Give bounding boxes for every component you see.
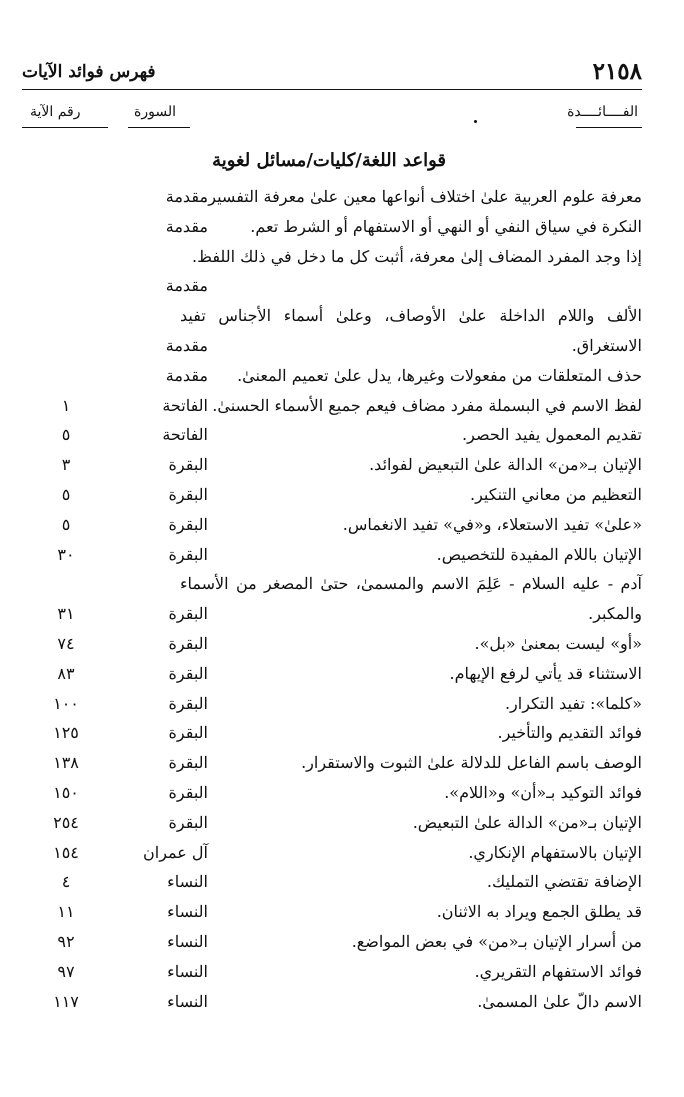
surah-name: مقدمة	[165, 276, 208, 296]
benefit-text: لفظ الاسم في البسملة مفرد مضاف فيعم جميع الأسماء الحسنىٰ.	[212, 395, 642, 415]
surah-name: مقدمة	[165, 187, 208, 206]
surah-name: البقرة	[168, 723, 208, 743]
column-header-benefit-underline	[576, 127, 642, 128]
column-header-benefit: الفــــائــــدة	[567, 104, 638, 120]
aya-number: ٥	[61, 514, 71, 534]
aya-number: ٢٥٤	[53, 812, 79, 832]
surah-name: آل عمران	[143, 842, 208, 862]
benefit-text: «كلما»: تفيد التكرار.	[504, 693, 642, 713]
surah-name: البقرة	[168, 693, 208, 713]
aya-number: ٩٧	[57, 961, 75, 981]
surah-name: البقرة	[168, 812, 208, 832]
benefit-text: فوائد التقديم والتأخير.	[497, 723, 642, 743]
benefit-text: الإضافة تقتضي التمليك.	[486, 872, 642, 892]
index-row	[22, 897, 642, 927]
surah-name: البقرة	[168, 604, 208, 624]
column-header-surah-underline	[128, 127, 190, 128]
surah-name: البقرة	[168, 633, 208, 653]
index-row	[22, 838, 642, 868]
index-row	[22, 987, 642, 1017]
page-header	[22, 58, 642, 88]
aya-number: ١٥٤	[53, 842, 79, 862]
index-row	[22, 718, 642, 748]
benefit-text: «أو» ليست بمعنىٰ «بل».	[474, 633, 642, 653]
index-row	[22, 301, 642, 361]
column-header-aya: رقم الآية	[30, 104, 81, 120]
benefit-text: الاسم دالّ علىٰ المسمىٰ.	[477, 991, 642, 1011]
index-row	[22, 361, 642, 391]
index-row	[22, 242, 642, 302]
surah-name: النساء	[167, 961, 208, 981]
surah-name: الفاتحة	[162, 425, 208, 445]
column-header-aya-underline	[22, 127, 108, 128]
index-rows	[22, 182, 642, 1016]
benefit-text: «علىٰ» تفيد الاستعلاء، و«في» تفيد الانغماس.	[342, 514, 642, 534]
aya-number: ١٣٨	[53, 753, 79, 773]
benefit-text: الإتيان بـ«من» الدالة علىٰ التبعيض لفوائد.	[369, 455, 642, 475]
benefit-text: معرفة علوم العربية علىٰ اختلاف أنواعها معين علىٰ معرفة التفسير.	[203, 187, 642, 206]
benefit-text: فوائد التوكيد بـ«أن» و«اللام».	[444, 782, 642, 802]
surah-name: البقرة	[168, 782, 208, 802]
aya-number: ١٠٠	[53, 693, 79, 713]
index-row	[22, 659, 642, 689]
index-row	[22, 689, 642, 719]
index-row	[22, 569, 642, 629]
index-row	[22, 748, 642, 778]
index-row	[22, 182, 642, 212]
dot-mark	[474, 120, 477, 123]
surah-name: البقرة	[168, 663, 208, 683]
index-row	[22, 391, 642, 421]
surah-name: النساء	[167, 991, 208, 1011]
surah-name: البقرة	[168, 484, 208, 504]
surah-name: البقرة	[168, 455, 208, 475]
surah-name: النساء	[167, 872, 208, 892]
aya-number: ٥	[61, 484, 71, 504]
benefit-text: فوائد الاستفهام التقريري.	[474, 961, 642, 981]
benefit-text: الألف واللام الداخلة علىٰ الأوصاف، وعلىٰ أسماء الأجناس تفيد الاستغراق.	[180, 306, 642, 355]
aya-number: ١١	[57, 902, 75, 922]
column-headers	[22, 104, 642, 130]
benefit-text: الإتيان بـ«من» الدالة علىٰ التبعيض.	[412, 812, 642, 832]
index-row	[22, 957, 642, 987]
aya-number: ١١٧	[53, 991, 79, 1011]
index-row	[22, 450, 642, 480]
benefit-text: الإتيان باللام المفيدة للتخصيص.	[436, 544, 642, 564]
benefit-text: من أسرار الإتيان بـ«من» في بعض المواضع.	[351, 931, 642, 951]
surah-name: مقدمة	[165, 335, 208, 355]
aya-number: ١	[61, 395, 71, 415]
index-row	[22, 778, 642, 808]
surah-name: البقرة	[168, 544, 208, 564]
page-number: ٢١٥٨	[592, 58, 642, 85]
aya-number: ٣	[61, 455, 71, 475]
surah-name: مقدمة	[165, 365, 208, 385]
benefit-text: الاستثناء قد يأتي لرفع الإيهام.	[449, 663, 642, 683]
index-row	[22, 540, 642, 570]
running-title: فهرس فوائد الآيات	[22, 62, 156, 82]
aya-number: ١٥٠	[53, 782, 79, 802]
surah-name: البقرة	[168, 753, 208, 773]
surah-name: مقدمة	[165, 216, 208, 236]
surah-name: النساء	[167, 902, 208, 922]
index-row	[22, 808, 642, 838]
aya-number: ٩٢	[57, 931, 75, 951]
benefit-text: آدم - عليه السلام - عَلِمَ الاسم والمسمىٰ، حتىٰ المصغر من الأسماء والمكبر.	[180, 574, 642, 624]
aya-number: ١٢٥	[53, 723, 79, 743]
index-row	[22, 510, 642, 540]
surah-name: البقرة	[168, 514, 208, 534]
index-row	[22, 420, 642, 450]
index-row	[22, 927, 642, 957]
index-row	[22, 212, 642, 242]
aya-number: ٤	[61, 872, 71, 892]
aya-number: ٣١	[57, 604, 75, 624]
benefit-text: حذف المتعلقات من مفعولات وغيرها، يدل علىٰ تعميم المعنىٰ.	[237, 365, 642, 385]
index-row	[22, 867, 642, 897]
benefit-text: قد يطلق الجمع ويراد به الاثنان.	[436, 902, 642, 922]
benefit-text: التعظيم من معاني التنكير.	[470, 484, 642, 504]
aya-number: ٣٠	[57, 544, 75, 564]
surah-name: الفاتحة	[162, 395, 208, 415]
benefit-text: تقديم المعمول يفيد الحصر.	[462, 425, 642, 445]
surah-name: النساء	[167, 931, 208, 951]
benefit-text: الوصف باسم الفاعل للدلالة علىٰ الثبوت والاستقرار.	[301, 753, 642, 773]
benefit-text: إذا وجد المفرد المضاف إلىٰ معرفة، أثبت كل ما دخل في ذلك اللفظ.	[192, 246, 642, 266]
aya-number: ٨٣	[57, 663, 75, 683]
column-header-surah: السورة	[134, 104, 176, 120]
benefit-text: النكرة في سياق النفي أو النهي أو الاستفهام أو الشرط تعم.	[250, 216, 642, 236]
section-title: قواعد اللغة/كليات/مسائل لغوية	[212, 150, 446, 171]
header-rule	[22, 89, 642, 90]
index-row	[22, 480, 642, 510]
index-row	[22, 629, 642, 659]
benefit-text: الإتيان بالاستفهام الإنكاري.	[468, 842, 642, 862]
aya-number: ٧٤	[57, 633, 75, 653]
aya-number: ٥	[61, 425, 71, 445]
